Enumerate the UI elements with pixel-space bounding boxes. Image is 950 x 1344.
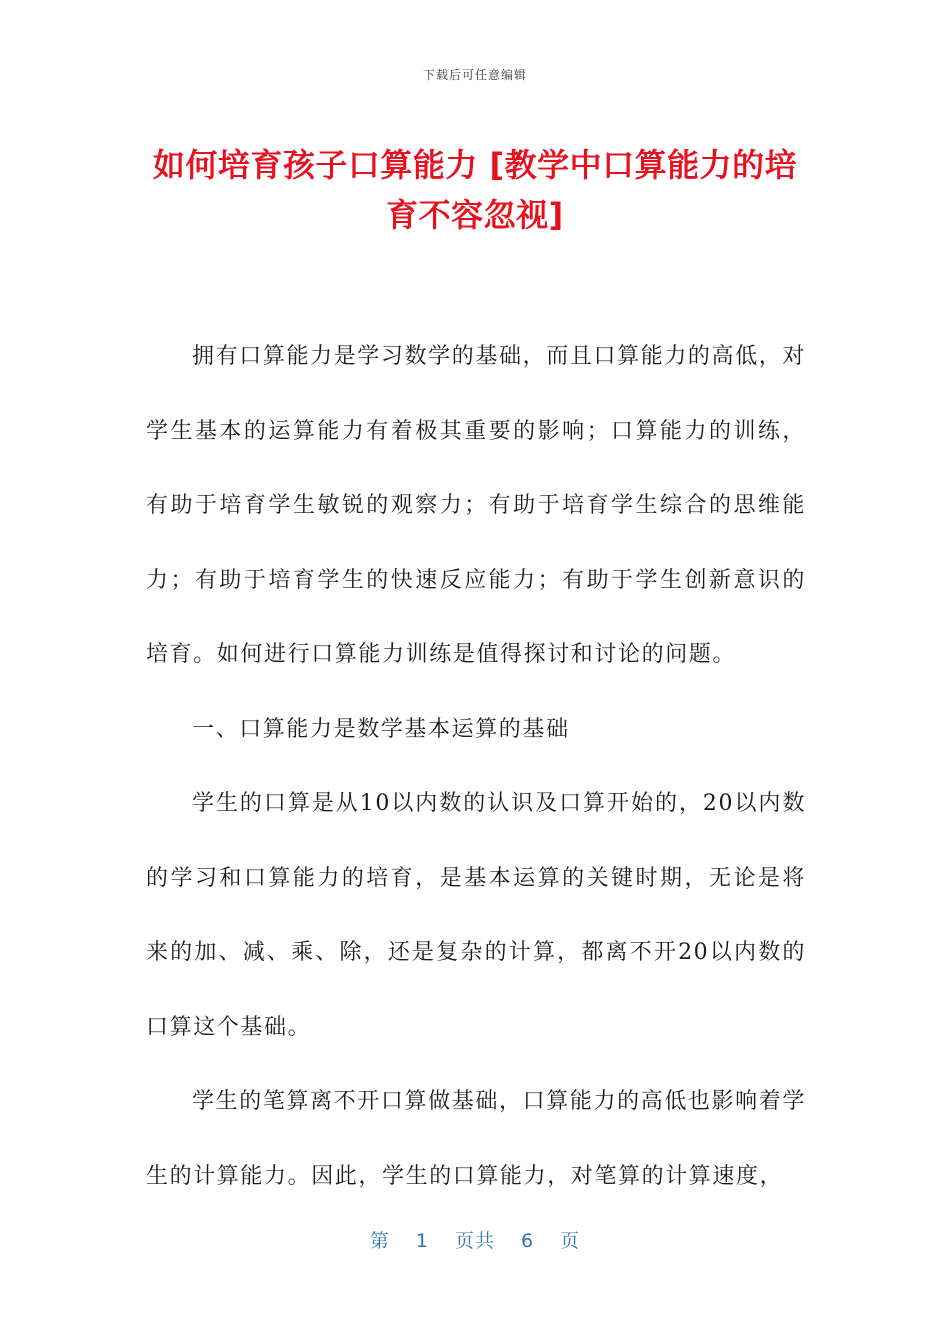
footer-middle: 页共 (454, 1230, 495, 1252)
paragraph-oral-arithmetic-basis: 学生的口算是从10以内数的认识及口算开始的，20以内数的学习和口算能力的培育，是基本运算的关键时期，无论是将来的加、减、乘、除，还是复杂的计算，都离不开20以内数的口算这个基础。 (146, 791, 806, 1040)
footer-total-pages: 6 (521, 1230, 535, 1252)
footer-suffix: 页 (560, 1230, 581, 1252)
header-note: 下载后可任意编辑 (422, 68, 527, 82)
footer-current-page: 1 (415, 1230, 429, 1252)
document-body (146, 320, 806, 1214)
paragraph-intro: 拥有口算能力是学习数学的基础，而且口算能力的高低，对学生基本的运算能力有着极其重要的影响；口算能力的训练，有助于培育学生敏锐的观察力；有助于培育学生综合的思维能力；有助于培育学生的快速反应能力；有助于学生创新意识的培育。如何进行口算能力训练是值得探讨和讨论的问题。 (146, 344, 806, 667)
footer-prefix: 第 (369, 1230, 390, 1252)
page-title: 如何培育孩子口算能力 [教学中口算能力的培育不容忽视] (152, 146, 798, 234)
paragraph-written-arithmetic: 学生的笔算离不开口算做基础，口算能力的高低也影响着学生的计算能力。因此，学生的口算能力，对笔算的计算速度， (146, 1089, 806, 1189)
section-heading: 一、口算能力是数学基本运算的基础 (192, 716, 570, 742)
page-footer (0, 1226, 950, 1253)
